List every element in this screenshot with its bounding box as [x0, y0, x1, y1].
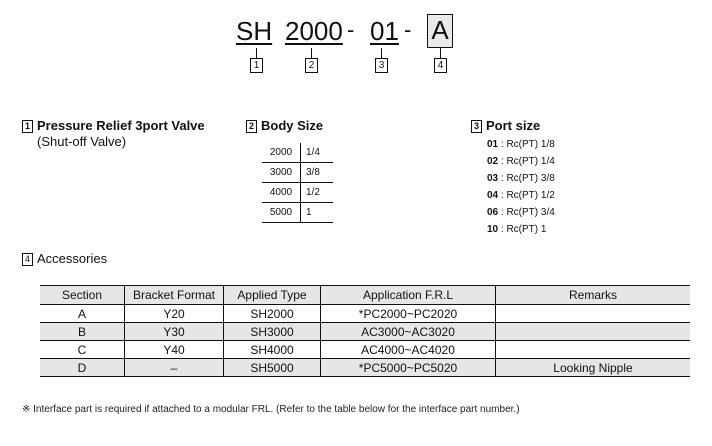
code-number: 4 — [434, 58, 447, 73]
table-row — [40, 323, 690, 341]
port-size-item — [487, 155, 555, 168]
port-code: 06 — [487, 207, 499, 218]
table-cell: Y30 — [125, 323, 224, 341]
port-desc: : Rc(PT) 1/8 — [498, 139, 555, 150]
body-size-value: 1 — [301, 203, 334, 223]
accessories-table — [40, 285, 690, 377]
table-cell: *PC5000~PC5020 — [321, 359, 496, 377]
column-header: Section — [40, 286, 125, 305]
table-cell: *PC2000~PC2020 — [321, 305, 496, 323]
code-body-size: 2000 — [285, 16, 343, 46]
port-code: 03 — [487, 173, 499, 184]
code-tick — [440, 48, 441, 58]
body-size-section-title — [246, 118, 323, 133]
port-code: 01 — [487, 139, 499, 150]
port-desc: : Rc(PT) 3/8 — [498, 173, 555, 184]
valve-title: Pressure Relief 3port Valve — [37, 118, 205, 133]
body-size-value: 3/8 — [301, 163, 334, 183]
table-cell: Looking Nipple — [496, 359, 691, 377]
code-separator: - — [347, 17, 355, 42]
port-desc: : Rc(PT) 1 — [498, 224, 547, 235]
table-row — [262, 203, 333, 223]
code-tick — [381, 48, 382, 58]
port-size-item — [487, 138, 555, 151]
code-separator: - — [404, 17, 412, 42]
port-size-item — [487, 223, 546, 236]
port-size-section-title — [471, 118, 540, 133]
body-size-table — [262, 143, 333, 223]
body-size-code: 2000 — [262, 143, 301, 163]
body-size-value: 1/2 — [301, 183, 334, 203]
port-desc: : Rc(PT) 3/4 — [498, 207, 555, 218]
code-number: 3 — [375, 58, 388, 73]
port-size-title: Port size — [486, 118, 541, 133]
code-number: 1 — [250, 58, 263, 73]
accessories-title: Accessories — [37, 251, 108, 266]
table-cell: AC4000~AC4020 — [321, 341, 496, 359]
code-tick — [256, 48, 257, 58]
table-cell — [496, 305, 691, 323]
table-cell: Y40 — [125, 341, 224, 359]
port-desc: : Rc(PT) 1/4 — [498, 156, 555, 167]
body-size-code: 5000 — [262, 203, 301, 223]
valve-section-title — [22, 118, 205, 133]
section-number: 1 — [22, 120, 33, 133]
table-cell: AC3000~AC3020 — [321, 323, 496, 341]
port-size-item — [487, 172, 555, 185]
table-cell: D — [40, 359, 125, 377]
section-number: 2 — [246, 120, 257, 133]
table-row — [40, 359, 690, 377]
table-cell: C — [40, 341, 125, 359]
table-cell: Y20 — [125, 305, 224, 323]
table-row — [262, 143, 333, 163]
port-desc: : Rc(PT) 1/2 — [498, 190, 555, 201]
column-header: Remarks — [496, 286, 691, 305]
table-cell: SH5000 — [224, 359, 321, 377]
accessories-section-title — [22, 251, 107, 266]
table-cell: SH4000 — [224, 341, 321, 359]
port-code: 10 — [487, 224, 499, 235]
table-row — [40, 341, 690, 359]
body-size-title: Body Size — [261, 118, 324, 133]
port-size-item — [487, 206, 555, 219]
code-port-size: 01 — [370, 16, 399, 46]
port-size-item — [487, 189, 555, 202]
port-code: 02 — [487, 156, 499, 167]
section-number: 3 — [471, 120, 482, 133]
column-header: Application F.R.L — [321, 286, 496, 305]
body-size-code: 4000 — [262, 183, 301, 203]
code-accessory: A — [427, 14, 453, 48]
table-cell: A — [40, 305, 125, 323]
table-cell — [496, 323, 691, 341]
column-header: Applied Type — [224, 286, 321, 305]
table-row — [262, 163, 333, 183]
table-cell: SH2000 — [224, 305, 321, 323]
table-cell: SH3000 — [224, 323, 321, 341]
body-size-value: 1/4 — [301, 143, 334, 163]
body-size-code: 3000 — [262, 163, 301, 183]
table-header-row — [40, 286, 690, 305]
section-number: 4 — [22, 253, 33, 266]
table-row — [262, 183, 333, 203]
interface-note: ※ Interface part is required if attached to a modular FRL. (Refer to the table below for the interface part number.) — [22, 404, 520, 415]
code-tick — [311, 48, 312, 58]
valve-subtitle: (Shut-off Valve) — [37, 134, 127, 149]
table-cell: B — [40, 323, 125, 341]
table-row — [40, 305, 690, 323]
column-header: Bracket Format — [125, 286, 224, 305]
table-cell — [496, 341, 691, 359]
port-code: 04 — [487, 190, 499, 201]
table-cell: – — [125, 359, 224, 377]
code-series: SH — [236, 16, 273, 46]
code-number: 2 — [305, 58, 318, 73]
